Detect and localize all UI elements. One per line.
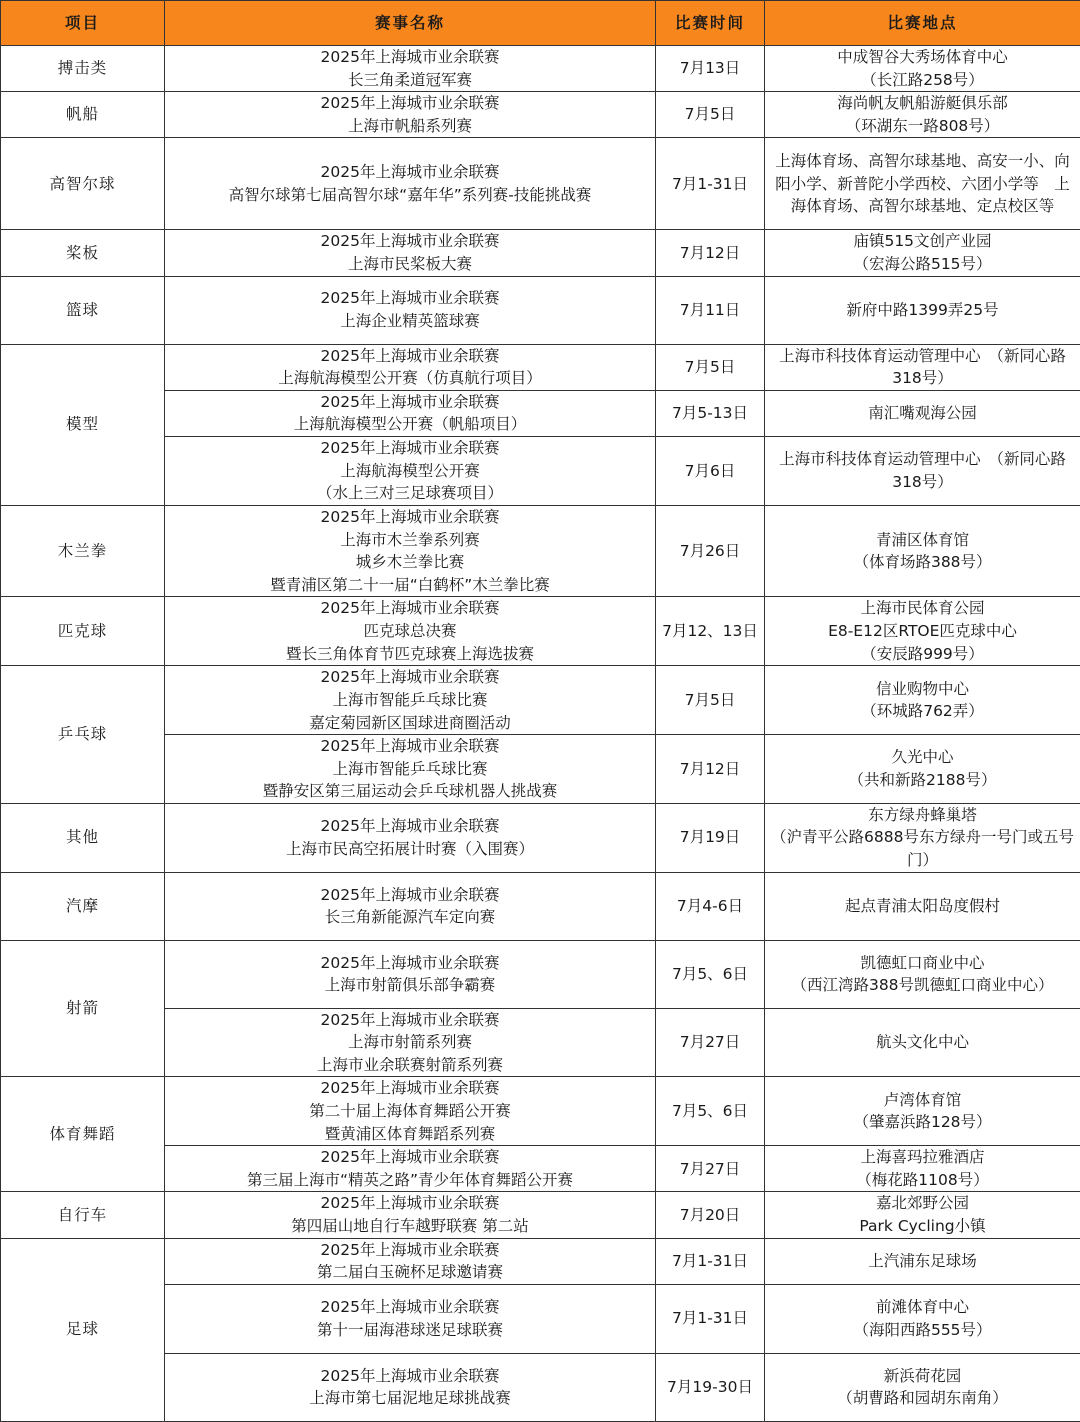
table-row <box>1 276 1080 344</box>
event-name-cell: 2025年上海城市业余联赛 上海航海模型公开赛（仿真航行项目） <box>165 344 656 390</box>
venue-cell: 庙镇515文创产业园 （宏海公路515号） <box>765 230 1080 276</box>
category-cell: 模型 <box>1 344 165 505</box>
time-cell: 7月1-31日 <box>656 1238 765 1284</box>
venue-cell: 上海市科技体育运动管理中心 （新同心路318号） <box>765 436 1080 505</box>
venue-cell: 上海市民体育公园 E8-E12区RTOE匹克球中心 （安辰路999号） <box>765 597 1080 666</box>
venue-cell: 南汇嘴观海公园 <box>765 390 1080 436</box>
event-name-cell: 2025年上海城市业余联赛 上海市智能乒乓球比赛 嘉定菊园新区国球进商圈活动 <box>165 666 656 735</box>
table-row <box>1 872 1080 940</box>
venue-cell: 嘉北郊野公园 Park Cycling小镇 <box>765 1192 1080 1238</box>
venue-cell: 上海喜玛拉雅酒店 （梅花路1108号） <box>765 1146 1080 1192</box>
category-cell: 汽摩 <box>1 872 165 940</box>
table-row <box>1 92 1080 138</box>
event-name-cell: 2025年上海城市业余联赛 上海市木兰拳系列赛 城乡木兰拳比赛 暨青浦区第二十一届“白鹤杯”木兰拳比赛 <box>165 505 656 596</box>
table-header-row <box>1 1 1080 46</box>
header-event-name: 赛事名称 <box>165 1 656 46</box>
venue-cell: 中成智谷大秀场体育中心 （长江路258号） <box>765 46 1080 92</box>
event-name-cell: 2025年上海城市业余联赛 第二十届上海体育舞蹈公开赛 暨黄浦区体育舞蹈系列赛 <box>165 1077 656 1146</box>
category-cell: 足球 <box>1 1238 165 1421</box>
time-cell: 7月19-30日 <box>656 1353 765 1421</box>
venue-cell: 新府中路1399弄25号 <box>765 276 1080 344</box>
event-name-cell: 2025年上海城市业余联赛 第三届上海市“精英之路”青少年体育舞蹈公开赛 <box>165 1146 656 1192</box>
header-venue: 比赛地点 <box>765 1 1080 46</box>
time-cell: 7月6日 <box>656 436 765 505</box>
table-row <box>1 230 1080 276</box>
event-name-cell: 2025年上海城市业余联赛 上海市射箭系列赛 上海市业余联赛射箭系列赛 <box>165 1008 656 1077</box>
event-name-cell: 2025年上海城市业余联赛 高智尔球第七届高智尔球“嘉年华”系列赛-技能挑战赛 <box>165 138 656 230</box>
event-name-cell: 2025年上海城市业余联赛 长三角柔道冠军赛 <box>165 46 656 92</box>
table-body <box>1 46 1080 1422</box>
category-cell: 木兰拳 <box>1 505 165 596</box>
venue-cell: 上海市科技体育运动管理中心 （新同心路318号） <box>765 344 1080 390</box>
category-cell: 帆船 <box>1 92 165 138</box>
venue-cell: 信业购物中心 （环城路762弄） <box>765 666 1080 735</box>
event-name-cell: 2025年上海城市业余联赛 上海航海模型公开赛（帆船项目） <box>165 390 656 436</box>
table-row <box>1 46 1080 92</box>
time-cell: 7月12日 <box>656 735 765 804</box>
category-cell: 体育舞蹈 <box>1 1077 165 1192</box>
time-cell: 7月1-31日 <box>656 1284 765 1353</box>
event-name-cell: 2025年上海城市业余联赛 上海市射箭俱乐部争霸赛 <box>165 940 656 1008</box>
venue-cell: 凯德虹口商业中心 （西江湾路388号凯德虹口商业中心） <box>765 940 1080 1008</box>
header-category: 项目 <box>1 1 165 46</box>
time-cell: 7月11日 <box>656 276 765 344</box>
table-row <box>1 344 1080 390</box>
event-name-cell: 2025年上海城市业余联赛 上海市帆船系列赛 <box>165 92 656 138</box>
event-name-cell: 2025年上海城市业余联赛 上海航海模型公开赛 （水上三对三足球赛项目） <box>165 436 656 505</box>
category-cell: 其他 <box>1 803 165 872</box>
time-cell: 7月20日 <box>656 1192 765 1238</box>
table-row <box>1 666 1080 735</box>
event-name-cell: 2025年上海城市业余联赛 上海企业精英篮球赛 <box>165 276 656 344</box>
category-cell: 自行车 <box>1 1192 165 1238</box>
time-cell: 7月5日 <box>656 344 765 390</box>
category-cell: 高智尔球 <box>1 138 165 230</box>
header-time: 比赛时间 <box>656 1 765 46</box>
venue-cell: 前滩体育中心 （海阳西路555号） <box>765 1284 1080 1353</box>
time-cell: 7月26日 <box>656 505 765 596</box>
time-cell: 7月5日 <box>656 92 765 138</box>
table-row <box>1 138 1080 230</box>
category-cell: 篮球 <box>1 276 165 344</box>
table-row <box>1 803 1080 872</box>
venue-cell: 上海体育场、高智尔球基地、高安一小、向阳小学、新普陀小学西校、六团小学等 上海体育场、高智尔球基地、定点校区等 <box>765 138 1080 230</box>
event-name-cell: 2025年上海城市业余联赛 长三角新能源汽车定向赛 <box>165 872 656 940</box>
category-cell: 乒乓球 <box>1 666 165 804</box>
time-cell: 7月27日 <box>656 1008 765 1077</box>
venue-cell: 上汽浦东足球场 <box>765 1238 1080 1284</box>
table-row <box>1 1238 1080 1284</box>
time-cell: 7月12日 <box>656 230 765 276</box>
time-cell: 7月5日 <box>656 666 765 735</box>
time-cell: 7月1-31日 <box>656 138 765 230</box>
time-cell: 7月5-13日 <box>656 390 765 436</box>
category-cell: 匹克球 <box>1 597 165 666</box>
table-row <box>1 505 1080 596</box>
category-cell: 桨板 <box>1 230 165 276</box>
time-cell: 7月4-6日 <box>656 872 765 940</box>
venue-cell: 起点青浦太阳岛度假村 <box>765 872 1080 940</box>
event-name-cell: 2025年上海城市业余联赛 第二届白玉碗杯足球邀请赛 <box>165 1238 656 1284</box>
time-cell: 7月13日 <box>656 46 765 92</box>
event-name-cell: 2025年上海城市业余联赛 第四届山地自行车越野联赛 第二站 <box>165 1192 656 1238</box>
category-cell: 搏击类 <box>1 46 165 92</box>
table-row <box>1 597 1080 666</box>
event-name-cell: 2025年上海城市业余联赛 匹克球总决赛 暨长三角体育节匹克球赛上海选拔赛 <box>165 597 656 666</box>
event-name-cell: 2025年上海城市业余联赛 上海市民桨板大赛 <box>165 230 656 276</box>
event-name-cell: 2025年上海城市业余联赛 上海市民高空拓展计时赛（入围赛） <box>165 803 656 872</box>
venue-cell: 东方绿舟蜂巢塔 （沪青平公路6888号东方绿舟一号门或五号门） <box>765 803 1080 872</box>
time-cell: 7月5、6日 <box>656 1077 765 1146</box>
venue-cell: 青浦区体育馆 （体育场路388号） <box>765 505 1080 596</box>
venue-cell: 海尚帆友帆船游艇俱乐部 （环湖东一路808号） <box>765 92 1080 138</box>
time-cell: 7月5、6日 <box>656 940 765 1008</box>
venue-cell: 卢湾体育馆 （肇嘉浜路128号） <box>765 1077 1080 1146</box>
table-row <box>1 1192 1080 1238</box>
category-cell: 射箭 <box>1 940 165 1077</box>
table-row <box>1 940 1080 1008</box>
event-name-cell: 2025年上海城市业余联赛 第十一届海港球迷足球联赛 <box>165 1284 656 1353</box>
table-row <box>1 1077 1080 1146</box>
venue-cell: 久光中心 （共和新路2188号） <box>765 735 1080 804</box>
time-cell: 7月12、13日 <box>656 597 765 666</box>
venue-cell: 新浜荷花园 （胡曹路和园胡东南角） <box>765 1353 1080 1421</box>
event-name-cell: 2025年上海城市业余联赛 上海市智能乒乓球比赛 暨静安区第三届运动会乒乓球机器人挑战赛 <box>165 735 656 804</box>
time-cell: 7月19日 <box>656 803 765 872</box>
venue-cell: 航头文化中心 <box>765 1008 1080 1077</box>
event-name-cell: 2025年上海城市业余联赛 上海市第七届泥地足球挑战赛 <box>165 1353 656 1421</box>
time-cell: 7月27日 <box>656 1146 765 1192</box>
